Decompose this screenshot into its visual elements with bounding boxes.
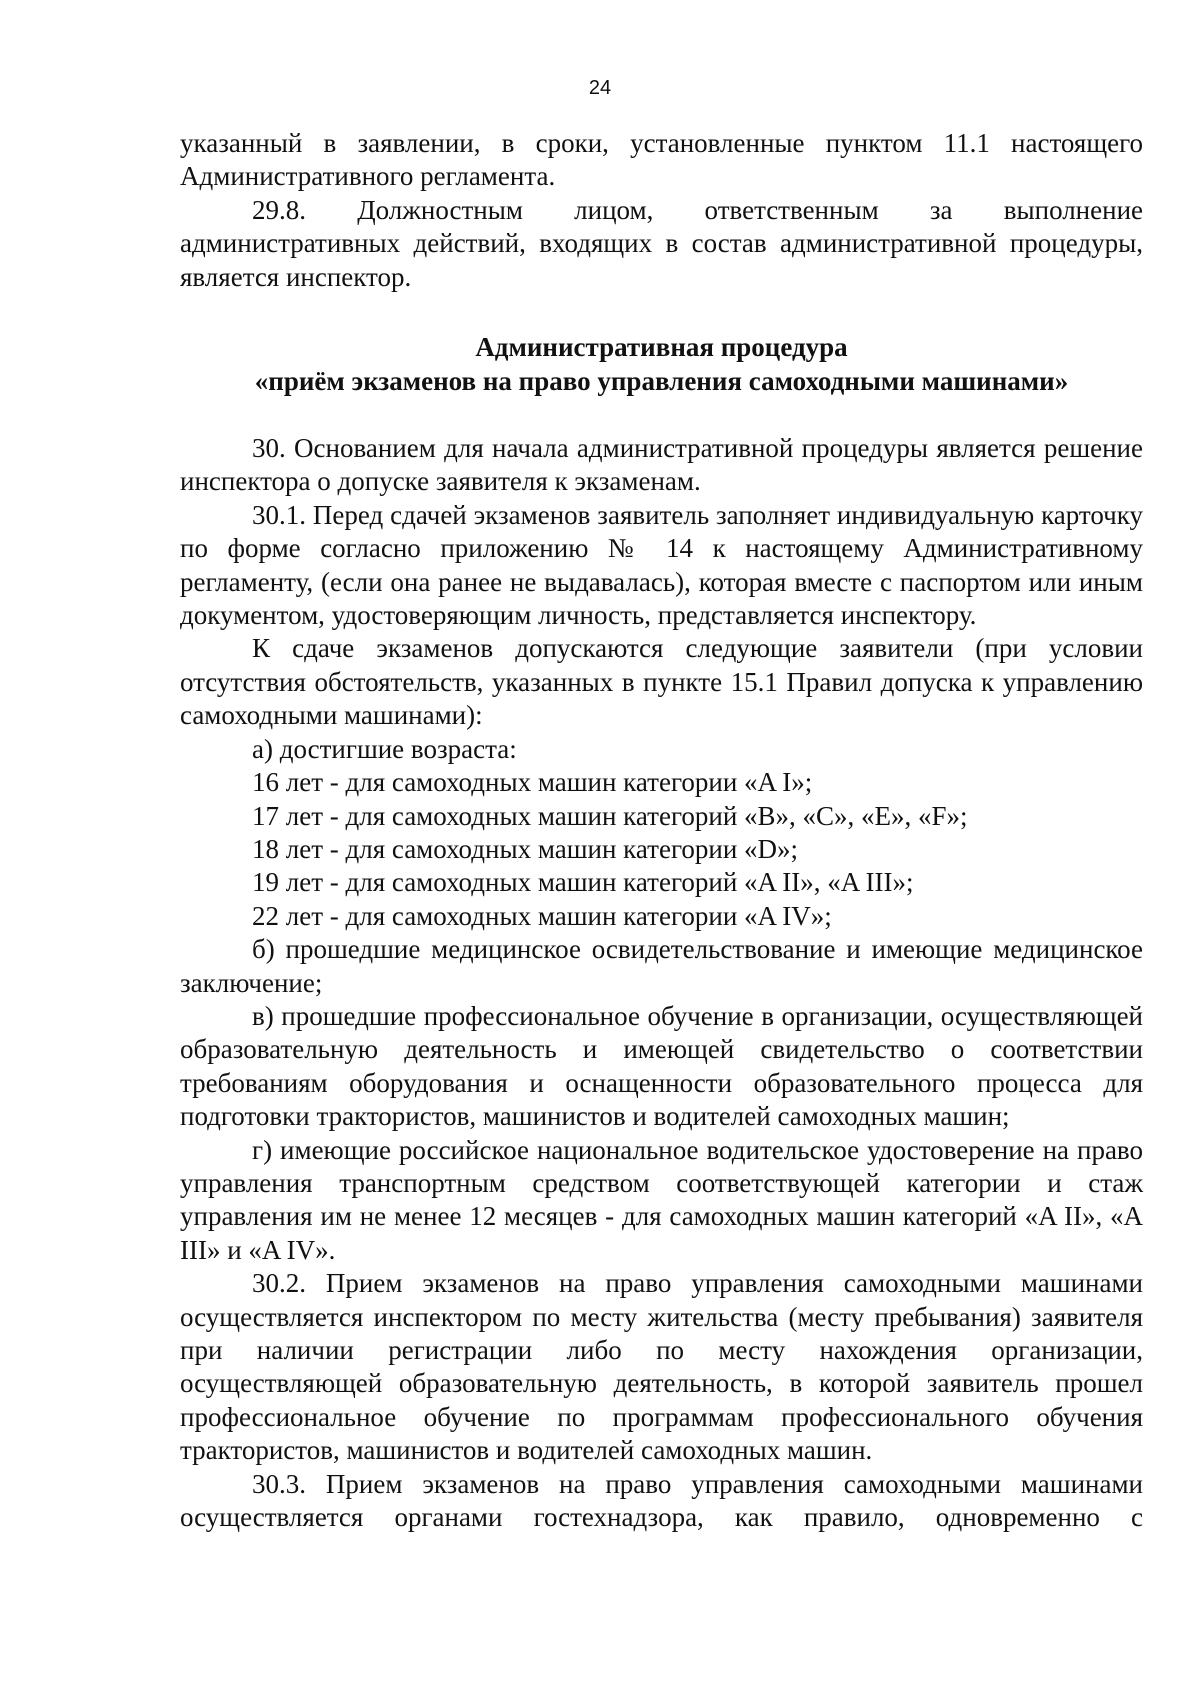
list-item-v: в) прошедшие профессиональное обучение в организации, осуществляющей образовательную деятельность и имеющей свидетельство о соответствии требованиям оборудования и оснащенности образовательного процесса для подготовки трактористов, машинистов и водителей самоходных машин; (180, 1000, 1143, 1132)
paragraph-30-2: 30.2. Прием экзаменов на право управления самоходными машинами осуществляется инспектором по месту жительства (месту пребывания) заявителя при наличии регистрации либо по месту нахождения организации, осуществляющей образовательную деятельность, в которой заявитель прошел профессиональное обучение по программам профессионального обучения трактористов, машинистов и водителей самоходных машин. (180, 1268, 1143, 1466)
paragraph-30: 30. Основанием для начала административной процедуры является решение инспектора о допуске заявителя к экзаменам. (180, 433, 1143, 497)
age-item: 19 лет - для самоходных машин категорий «A II», «A III»; (252, 867, 914, 898)
section-heading (180, 330, 1143, 398)
list-item-g: г) имеющие российское национальное водительское удостоверение на право управления транспортным средством соответствующей категории и стаж управления им не менее 12 месяцев - для самоходных машин категорий «A II», «A III» и «A IV». (180, 1134, 1143, 1265)
age-item: 16 лет - для самоходных машин категории «A I»; (252, 767, 813, 798)
document-body (180, 127, 1143, 1534)
list-item-b: б) прошедшие медицинское освидетельствование и имеющие медицинское заключение; (180, 934, 1143, 998)
paragraph-30-1: 30.1. Перед сдачей экзаменов заявитель заполняет индивидуальную карточку по форме согласно приложению № 14 к настоящему Административному регламенту, (если она ранее не выдавалась), которая вместе с паспортом или иным документом, удостоверяющим личность, представляется инспектору. (180, 499, 1143, 631)
paragraph: указанный в заявлении, в сроки, установленные пунктом 11.1 настоящего Административного регламента. (180, 128, 1143, 192)
section-heading-line2: «приём экзаменов на право управления самоходными машинами» (254, 366, 1069, 397)
paragraph-29-8: 29.8. Должностным лицом, ответственным за выполнение административных действий, входящих в состав административной процедуры, является инспектор. (180, 194, 1143, 292)
paragraph-admission: К сдаче экзаменов допускаются следующие заявители (при условии отсутствия обстоятельств, указанных в пункте 15.1 Правил допуска к управлению самоходными машинами): (180, 633, 1143, 731)
age-item: 17 лет - для самоходных машин категорий «B», «C», «E», «F»; (252, 800, 968, 831)
paragraph-30-3: 30.3. Прием экзаменов на право управления самоходными машинами осуществляется органами гостехнадзора, как правило, одновременно с (180, 1468, 1143, 1533)
page-number: 24 (588, 77, 612, 99)
section-heading-line1: Административная процедура (475, 332, 848, 363)
age-item: 22 лет - для самоходных машин категории «A IV»; (252, 900, 832, 931)
list-item-a: а) достигшие возраста: (252, 733, 517, 764)
age-item: 18 лет - для самоходных машин категории «D»; (252, 833, 799, 864)
